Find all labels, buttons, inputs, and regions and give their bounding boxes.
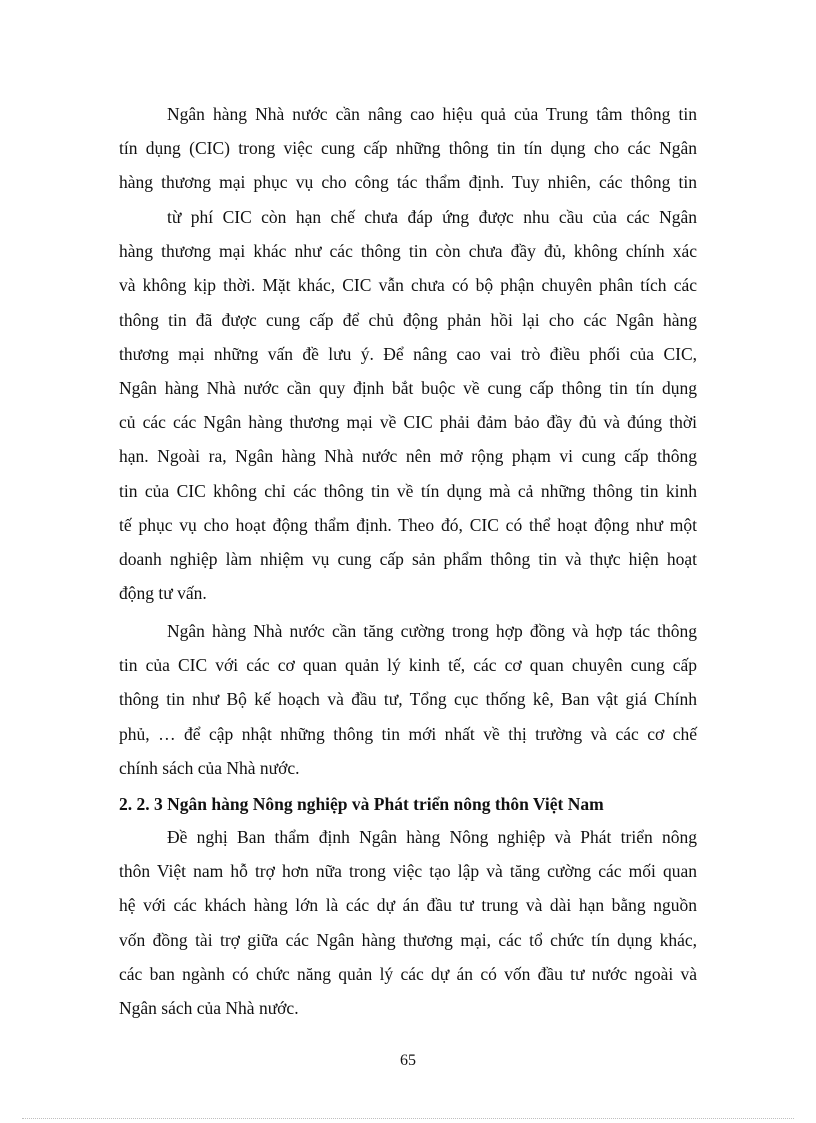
text-line: thương mại những vấn đề lưu ý. Để nâng cao vai trò điều phối của CIC, bbox=[119, 343, 697, 364]
text-line: hạn. Ngoài ra, Ngân hàng Nhà nước nên mở rộng phạm vi cung cấp thông bbox=[119, 446, 697, 467]
section-heading: 2. 2. 3 Ngân hàng Nông nghiệp và Phát triển nông thôn Việt Nam bbox=[119, 794, 604, 814]
text-line: doanh nghiệp làm nhiệm vụ cung cấp sản phẩm thông tin và thực hiện hoạt bbox=[119, 548, 697, 569]
page-number: 65 bbox=[400, 1052, 416, 1069]
text-line: thôn Việt nam hỗ trợ hơn nữa trong việc tạo lập và tăng cường các mối quan bbox=[119, 861, 697, 882]
text-line: tín dụng (CIC) trong việc cung cấp những thông tin tín dụng cho các Ngân bbox=[119, 138, 697, 159]
text-line: tin của CIC với các cơ quan quản lý kinh tế, các cơ quan chuyên cung cấp bbox=[119, 655, 697, 676]
text-line: động tư vấn. bbox=[119, 583, 207, 604]
paragraph-1 bbox=[119, 97, 697, 200]
text-line: Đề nghị Ban thẩm định Ngân hàng Nông nghiệp và Phát triển nông bbox=[167, 827, 697, 847]
text-line: Ngân hàng Nhà nước cần nâng cao hiệu quả của Trung tâm thông tin bbox=[167, 104, 697, 124]
text-line: Ngân hàng Nhà nước cần tăng cường trong hợp đồng và hợp tác thông bbox=[167, 621, 697, 641]
text-line: phủ, … để cập nhật những thông tin mới nhất về thị trường và các cơ chế bbox=[119, 723, 697, 744]
text-line: Ngân sách của Nhà nước. bbox=[119, 997, 299, 1018]
text-line: tin của CIC không chỉ các thông tin về tín dụng mà cả những thông tin kinh bbox=[119, 480, 697, 501]
text-line: hệ với các khách hàng lớn là các dự án đầu tư trung và dài hạn bằng nguồn bbox=[119, 895, 697, 916]
text-line: và không kịp thời. Mặt khác, CIC vẫn chưa có bộ phận chuyên phân tích các bbox=[119, 275, 697, 296]
paragraph-2 bbox=[119, 200, 697, 610]
text-line: tế phục vụ cho hoạt động thẩm định. Theo đó, CIC có thể hoạt động như một bbox=[119, 514, 697, 535]
text-line: vốn đồng tài trợ giữa các Ngân hàng thương mại, các tổ chức tín dụng khác, bbox=[119, 929, 697, 950]
paragraph-4 bbox=[119, 820, 697, 1025]
text-line: củ các các Ngân hàng thương mại về CIC phải đảm bảo đầy đủ và đúng thời bbox=[119, 412, 697, 433]
text-line: Ngân hàng Nhà nước cần quy định bắt buộc về cung cấp thông tin tín dụng bbox=[119, 377, 697, 398]
text-line: từ phí CIC còn hạn chế chưa đáp ứng được nhu cầu của các Ngân bbox=[167, 207, 697, 227]
paragraph-3 bbox=[119, 614, 697, 785]
page-bottom-divider bbox=[22, 1118, 794, 1119]
text-line: hàng thương mại phục vụ cho công tác thẩm định. Tuy nhiên, các thông tin bbox=[119, 172, 697, 193]
text-line: các ban ngành có chức năng quản lý các dự án có vốn đầu tư nước ngoài và bbox=[119, 963, 697, 984]
text-line: chính sách của Nhà nước. bbox=[119, 757, 300, 778]
text-line: thông tin như Bộ kế hoạch và đầu tư, Tổng cục thống kê, Ban vật giá Chính bbox=[119, 689, 697, 710]
text-line: thông tin đã được cung cấp để chủ động phản hồi lại cho các Ngân hàng bbox=[119, 309, 697, 330]
text-line: hàng thương mại khác như các thông tin còn chưa đầy đủ, không chính xác bbox=[119, 241, 697, 262]
